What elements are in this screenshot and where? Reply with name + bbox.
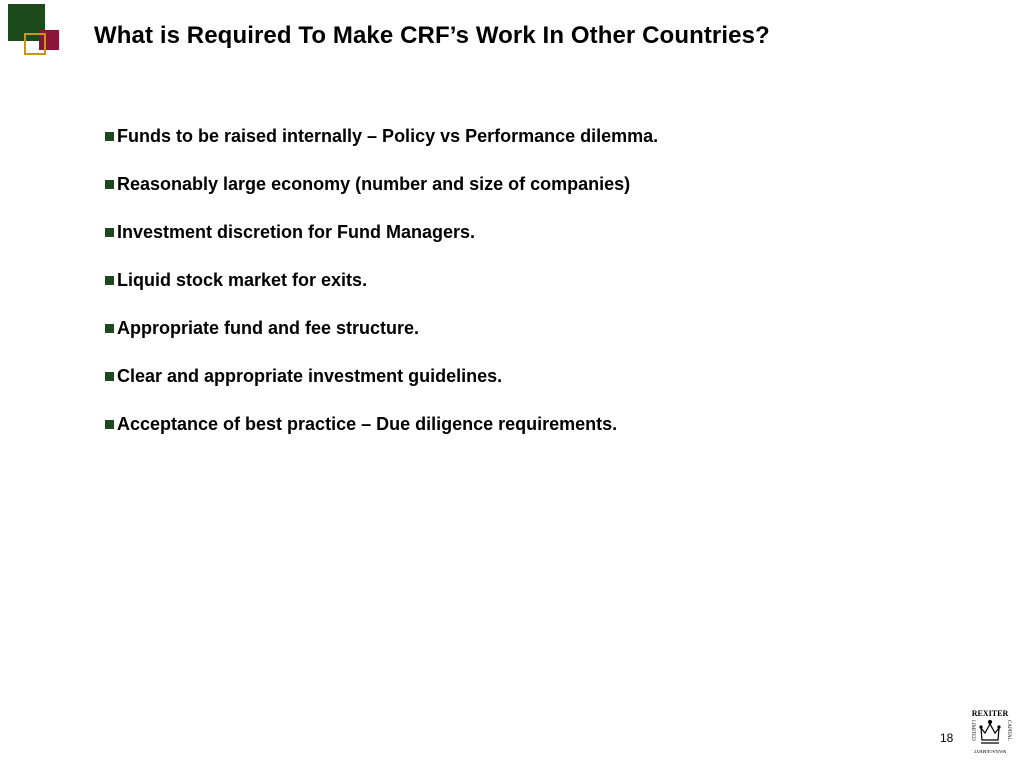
bullet-item [105,366,658,414]
bullet-text: Acceptance of best practice – Due diligence requirements. [117,414,618,434]
logo-text-right: CAPITAL [1006,720,1011,741]
rexiter-logo [967,708,1013,758]
bullet-item [105,270,658,318]
logo-text-left: LIMITED [970,720,975,741]
bullet-list [105,126,658,462]
square-bullet-icon [105,228,114,237]
square-bullet-icon [105,420,114,429]
bullet-item [105,222,658,270]
bullet-item [105,414,658,462]
square-bullet-icon [105,276,114,285]
square-bullet-icon [105,372,114,381]
bullet-text: Investment discretion for Fund Managers. [117,222,476,242]
slide-title: What is Required To Make CRF’s Work In Other Countries? [94,22,770,49]
square-bullet-icon [105,180,114,189]
square-bullet-icon [105,132,114,141]
bullet-item [105,126,658,174]
decorative-square-outline [24,33,46,55]
logo-text-top: REXITER [971,709,1009,718]
square-bullet-icon [105,324,114,333]
bullet-item [105,174,658,222]
logo-text-bottom: MANAGEMENT [973,749,1007,754]
bullet-text: Reasonably large economy (number and size of companies) [117,174,631,194]
page-number: 18 [940,731,954,745]
bullet-text: Liquid stock market for exits. [117,270,368,290]
bullet-text: Funds to be raised internally – Policy vs Performance dilemma. [117,126,659,146]
crown-icon [980,721,1000,744]
bullet-text: Appropriate fund and fee structure. [117,318,420,338]
bullet-text: Clear and appropriate investment guidelines. [117,366,503,386]
bullet-item [105,318,658,366]
